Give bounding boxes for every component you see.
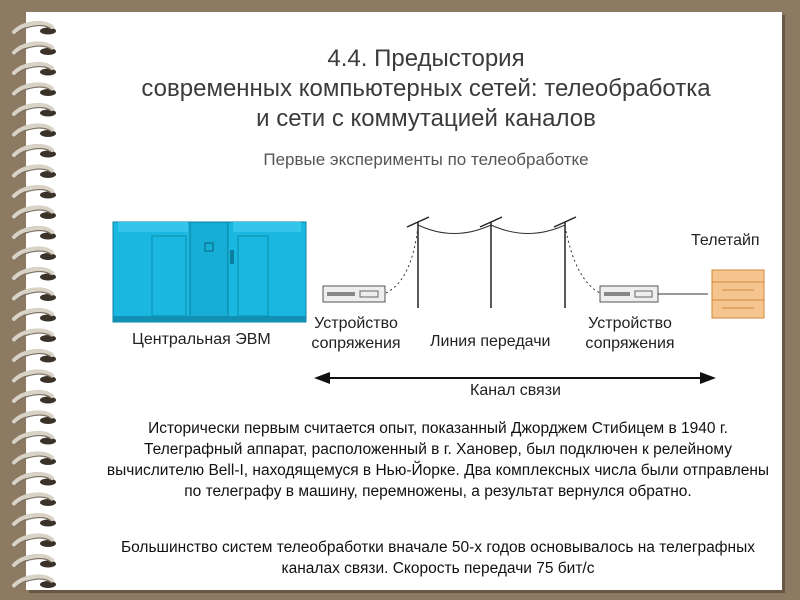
teletype-label: Телетайп	[691, 232, 760, 249]
transmission-wires	[386, 225, 708, 294]
title-line-1: 4.4. Предыстория	[327, 45, 525, 72]
paragraph-stibitz: Исторически первым считается опыт, показанный Джорджем Стибицем в 1940 г. Телеграфный аппарат, расположенный в г. Хановер, был подключен к релейному вычислителю Bell-I, находящемуся в Нью-Йорке. Два комплексных числа были отправлены по телеграфу в машину, перемножены, а результат вернулся обратно.	[106, 420, 770, 500]
teletype-icon	[712, 270, 764, 318]
transmission-line-label: Линия передачи	[430, 333, 551, 350]
interface-device-left-label: Устройство сопряжения	[308, 314, 404, 354]
interface-device-right-label: Устройство сопряжения	[582, 314, 678, 354]
paragraph-telegraph-channels: Большинство систем телеобработки вначале 50-х годов основывалось на телеграфных каналах связи. Скорость передачи 75 бит/с	[120, 539, 756, 577]
central-computer-label: Центральная ЭВМ	[132, 331, 271, 348]
slide-subtitle: Первые эксперименты по телеобработке	[263, 150, 589, 169]
channel-label: Канал связи	[470, 382, 561, 399]
title-line-2: современных компьютерных сетей: телеобработка	[141, 75, 711, 102]
title-line-3: и сети с коммутацией каналов	[256, 105, 596, 132]
central-computer-icon	[113, 222, 306, 322]
interface-device-right-icon	[600, 286, 658, 302]
interface-device-left-icon	[323, 286, 385, 302]
